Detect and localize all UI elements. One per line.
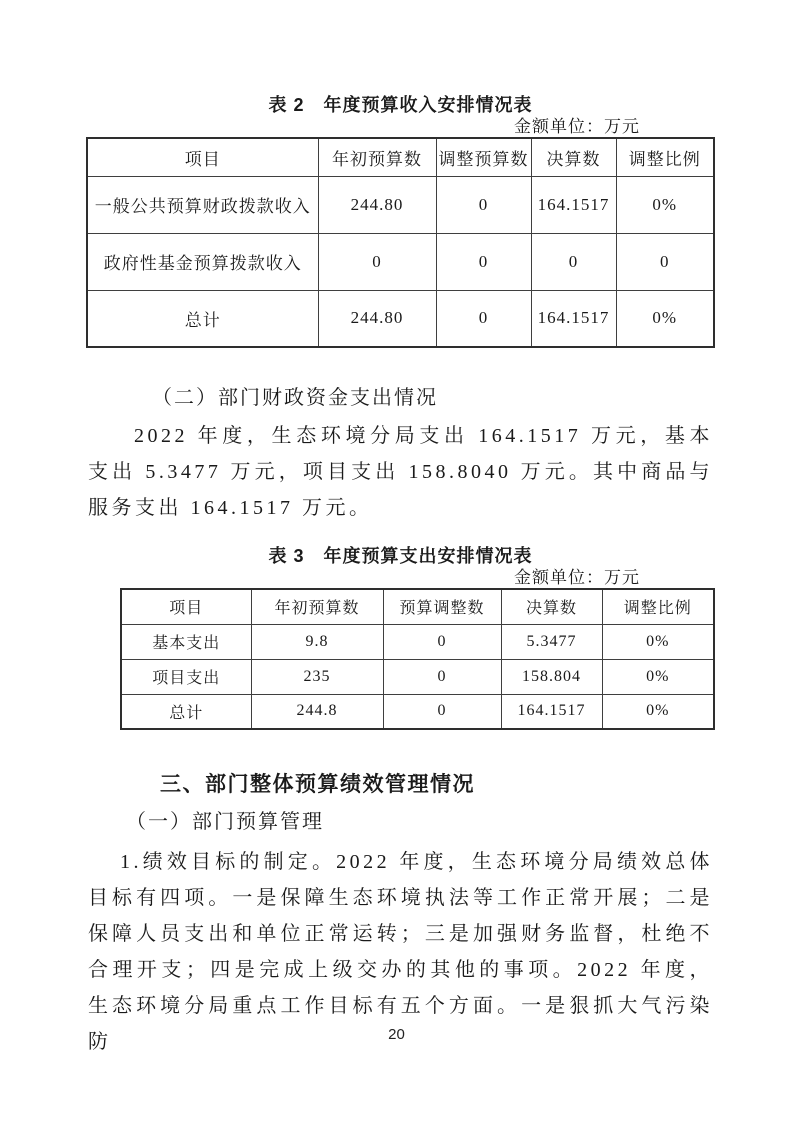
table-row xyxy=(87,233,714,290)
budget-expenditure-table xyxy=(120,588,715,730)
table2-title: 表 2 年度预算收入安排情况表 xyxy=(268,95,533,115)
table2-header-final-accounts: 决算数 xyxy=(531,138,616,176)
budget-income-table xyxy=(86,137,715,348)
table3-cell: 0 xyxy=(383,694,501,729)
table2-cell: 0 xyxy=(318,233,436,290)
section2-heading: （二）部门财政资金支出情况 xyxy=(152,387,438,409)
table2-cell: 244.80 xyxy=(318,176,436,233)
table2-header-item: 项目 xyxy=(87,138,318,176)
table3-cell: 5.3477 xyxy=(501,624,602,659)
table3-cell: 0% xyxy=(602,694,714,729)
section2-paragraph: 2022 年度，生态环境分局支出 164.1517 万元，基本支出 5.3477 万元，项目支出 158.8040 万元。其中商品与服务支出 164.1517 万元。 xyxy=(88,425,713,519)
section3-sub-heading: （一）部门预算管理 xyxy=(126,811,324,833)
table2-header-adjusted-budget: 调整预算数 xyxy=(436,138,531,176)
section3-paragraph: 1.绩效目标的制定。2022 年度，生态环境分局绩效总体目标有四项。一是保障生态环境执法等工作正常开展；二是保障人员支出和单位正常运转；三是加强财务监督，杜绝不合理开支；四是完成上级交办的其他的事项。2022 年度，生态环境分局重点工作目标有五个方面。一是狠抓大气污染防 xyxy=(88,851,713,1053)
table3-cell: 244.8 xyxy=(251,694,383,729)
table2-cell: 0 xyxy=(616,233,714,290)
table2-cell: 一般公共预算财政拨款收入 xyxy=(87,176,318,233)
table2-cell: 0 xyxy=(436,176,531,233)
table2-cell: 164.1517 xyxy=(531,290,616,347)
table2-header-adjust-ratio: 调整比例 xyxy=(616,138,714,176)
table2-header-initial-budget: 年初预算数 xyxy=(318,138,436,176)
table3-cell: 164.1517 xyxy=(501,694,602,729)
table2-cell: 0 xyxy=(531,233,616,290)
table3-cell: 基本支出 xyxy=(121,624,251,659)
page-number: 20 xyxy=(388,1026,405,1043)
table-row xyxy=(121,694,714,729)
table3-cell: 0 xyxy=(383,659,501,694)
table3-header-budget-adjust: 预算调整数 xyxy=(383,589,501,624)
table2-cell: 0% xyxy=(616,290,714,347)
section3-heading: 三、部门整体预算绩效管理情况 xyxy=(160,773,475,796)
table-row xyxy=(121,624,714,659)
table3-header-row xyxy=(121,589,714,624)
table2-cell: 0 xyxy=(436,233,531,290)
table3-header-initial-budget: 年初预算数 xyxy=(251,589,383,624)
table2-header-row xyxy=(87,138,714,176)
table2-cell: 0 xyxy=(436,290,531,347)
table3-cell: 0 xyxy=(383,624,501,659)
table3-unit-note: 金额单位：万元 xyxy=(514,568,640,587)
table3-cell: 项目支出 xyxy=(121,659,251,694)
table2-cell: 244.80 xyxy=(318,290,436,347)
table-row xyxy=(121,659,714,694)
table3-header-adjust-ratio: 调整比例 xyxy=(602,589,714,624)
table3-header-item: 项目 xyxy=(121,589,251,624)
table3-cell: 0% xyxy=(602,624,714,659)
table-row xyxy=(87,176,714,233)
table2-cell: 总计 xyxy=(87,290,318,347)
table3-header-final-accounts: 决算数 xyxy=(501,589,602,624)
table3-cell: 235 xyxy=(251,659,383,694)
table3-title: 表 3 年度预算支出安排情况表 xyxy=(268,546,533,566)
table3-cell: 9.8 xyxy=(251,624,383,659)
table3-cell: 158.804 xyxy=(501,659,602,694)
table2-unit-note: 金额单位：万元 xyxy=(514,117,640,136)
table3-cell: 总计 xyxy=(121,694,251,729)
table2-cell: 0% xyxy=(616,176,714,233)
table2-cell: 政府性基金预算拨款收入 xyxy=(87,233,318,290)
table2-cell: 164.1517 xyxy=(531,176,616,233)
table-row xyxy=(87,290,714,347)
table3-cell: 0% xyxy=(602,659,714,694)
